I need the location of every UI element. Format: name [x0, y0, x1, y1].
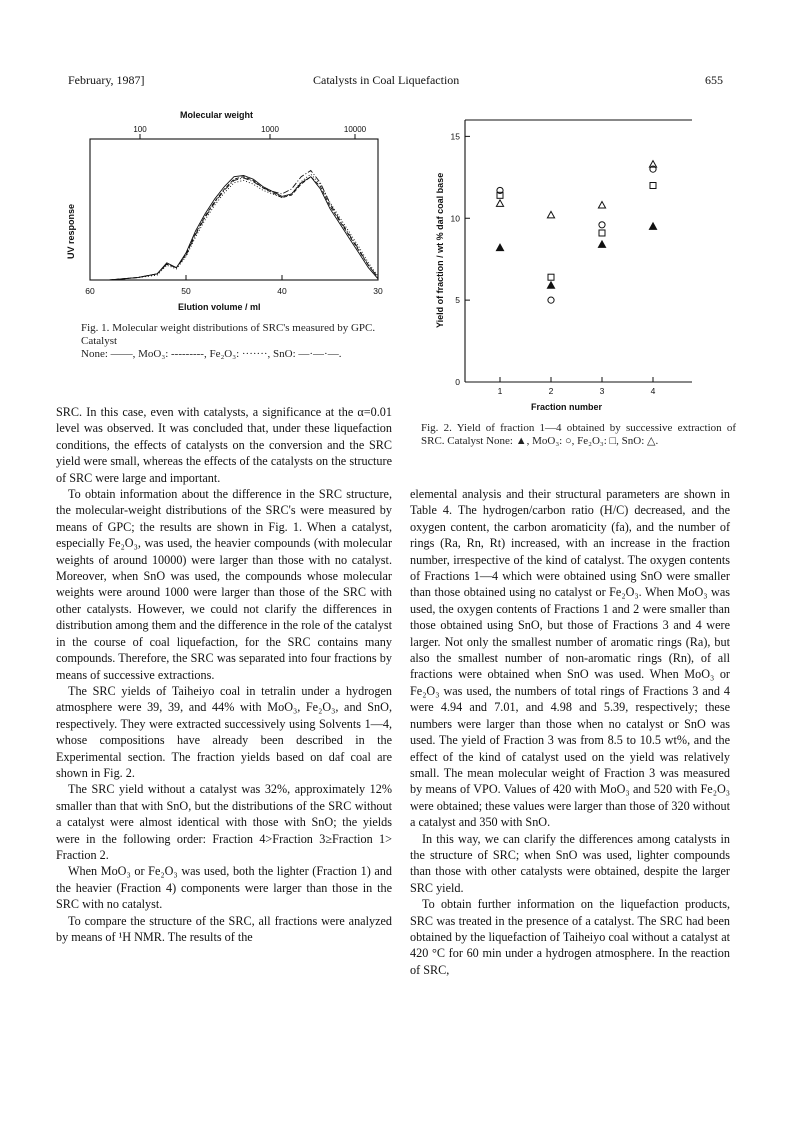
paragraph: To obtain further information on the liquefaction products, SRC was treated in the presence of a catalyst. The SRC had been obtained by the liquefaction of Taiheiyo coal without a catalyst at 420 °C for 60 min under a hydrogen atmosphere. In the reaction of SRC,: [410, 897, 730, 977]
fig1-caption-catalyst: Catalyst: [81, 335, 118, 347]
fig2-point-moo3: [548, 297, 554, 303]
fig2-point-fe2o3: [548, 274, 554, 280]
fig2-x-tick-label: 4: [650, 386, 656, 396]
fig1-series-line: [109, 177, 378, 280]
fig1-x-tick-label: 40: [277, 286, 287, 296]
fig2-caption-text: Yield of fraction 1—4 obtained by successive extraction of SRC. Catalyst None: ▲, MoO₃: ○, Fe₂O₃: □, SnO: △.: [421, 422, 736, 447]
paragraph: To compare the structure of the SRC, all fractions were analyzed by means of ¹H NMR. The results of the: [56, 913, 392, 944]
fig1-x-tick-label: 50: [181, 286, 191, 296]
fig2-point-moo3: [599, 222, 605, 228]
paragraph: The SRC yields of Taiheiyo coal in tetralin under a hydrogen atmosphere were 39, 39, and 44% with MoO₃, Fe₂O₃, and SnO, respectively. They were extracted successively using Solvents 1—4, whose compositions have already been described in the Experimental section. The fraction yields based on daf coal are shown in Fig. 2.: [56, 683, 392, 780]
fig2-point-none: [649, 223, 656, 229]
header-left: February, 1987]: [68, 73, 145, 87]
fig1-top-axis-title: Molecular weight: [180, 110, 254, 120]
figure-1-caption: [81, 322, 381, 361]
figure-2-caption: [421, 422, 736, 448]
fig1-top-tick-label: 10000: [343, 125, 367, 134]
fig1-caption-label: Fig. 1.: [81, 322, 110, 334]
fig2-point-sno: [547, 211, 554, 217]
fig2-x-axis-label: Fraction number: [531, 402, 603, 412]
fig2-point-sno: [598, 202, 605, 208]
fig1-x-axis-label: Elution volume / ml: [178, 302, 261, 312]
paragraph: SRC. In this case, even with catalysts, a significance at the α=0.01 level was observed. It was concluded that, under these liquefaction conditions, the effects of catalysts on the conversion and the SRC yield were small, whereas the effects of the catalysts on the structure of SRC were large and important.: [56, 405, 392, 485]
fig2-y-tick-label: 5: [455, 295, 460, 306]
paragraph: elemental analysis and their structural parameters are shown in Table 4. The hydrogen/carbon ratio (H/C) decreased, and the oxygen content, the carbon aromaticity (fa), and the number of rings (Ra, Rn, Rt) increased, with an increase in the fraction number, irrespective of the kind of catalyst. The oxygen contents of Fractions 1—4 which were obtained using SnO were smaller than those obtained using no catalyst or Fe₂O₃. When MoO₃ was used, the oxygen contents of Fractions 1 and 2 were smaller than those obtained using SnO, but those of Fractions 3 and 4 were larger. Not only the smallest number of aromatic rings (Ra), but also the smallest number of non-aromatic rings (Rn), of all fractions were obtained when SnO was used. When MoO₃ or Fe₂O₃ was used, the numbers of total rings of Fractions 3 and 4 were 4.94 and 7.01, and 4.98 and 5.39, respectively; these numbers were larger than those when no catalyst or SnO was used. The yield of Fraction 3 was from 8.5 to 10.5 wt%, and the effect of the kind of catalyst used on the yield was relatively small. The mean molecular weight of Fraction 3 was measured by means of VPO. Values of 420 with MoO₃ and 520 with Fe₂O₃ were obtained; these values were larger than those of 320 without a catalyst and 350 with SnO.: [410, 487, 730, 830]
header-center: Catalysts in Coal Liquefaction: [313, 73, 460, 87]
header-page-number: 655: [705, 73, 723, 87]
fig2-point-none: [496, 244, 503, 250]
left-column-text: [56, 404, 392, 945]
fig1-x-tick-label: 30: [373, 286, 383, 296]
fig2-point-none: [598, 241, 605, 247]
paragraph: When MoO₃ or Fe₂O₃ was used, both the lighter (Fraction 1) and the heavier (Fraction 4) components were larger than those in the SRC with no catalyst.: [56, 864, 392, 912]
fig2-caption-label: Fig. 2.: [421, 422, 452, 434]
right-column-text: [410, 486, 730, 978]
paragraph: To obtain information about the difference in the SRC structure, the molecular-weight distributions of the SRC's were measured by means of GPC; the results are shown in Fig. 1. When a catalyst, especially Fe₂O₃, was used, the heavier compounds (with molecular weights of around 10000) were larger than those with no catalyst. Moreover, when SnO was used, the compounds whose molecular weights were around 1000 were larger than those of the SRC with other catalysts. However, we could not clarify the differences in distribution among them and the difference in the role of the catalyst in the course of coal liquefaction, for the SRC contains many compounds. Therefore, the SRC was separated into four fractions by means of successive extractions.: [56, 487, 392, 682]
fig2-x-tick-label: 3: [599, 386, 605, 396]
fig1-top-tick-label: 1000: [261, 125, 279, 134]
fig1-caption-text: Molecular weight distributions of SRC's measured by GPC.: [112, 322, 376, 334]
figure-1-chart: [60, 104, 400, 316]
fig2-point-fe2o3: [599, 230, 605, 236]
fig2-point-none: [547, 282, 554, 288]
fig1-caption-legend: None: ——, MoO₃: ---------, Fe₂O₃: ·······, SnO: —·—·—.: [81, 348, 342, 360]
figure-2-chart: [430, 110, 720, 420]
fig2-y-tick-label: 10: [450, 213, 460, 224]
fig2-y-axis-label: Yield of fraction / wt % daf coal base: [435, 172, 445, 328]
paragraph: In this way, we can clarify the differences among catalysts in the structure of SRC; when SnO was used, lighter compounds than those with other catalysts were obtained, despite the larger SRC yield.: [410, 831, 730, 895]
fig1-x-tick-label: 60: [85, 286, 95, 296]
fig1-series-line: [109, 171, 378, 281]
fig2-x-tick-label: 1: [497, 386, 503, 396]
paragraph: The SRC yield without a catalyst was 32%, approximately 12% smaller than that with SnO, but the distributions of the SRC without a catalyst were almost identical with those with SnO; the yields were in the following order: Fraction 4>Fraction 3≥Fraction 1> Fraction 2.: [56, 782, 392, 862]
fig2-x-tick-label: 2: [548, 386, 554, 396]
fig2-point-sno: [496, 200, 503, 206]
fig1-series-line: [109, 176, 378, 281]
fig2-point-fe2o3: [650, 183, 656, 189]
fig1-y-axis-label: UV response: [66, 203, 76, 259]
fig2-y-tick-label: 15: [450, 131, 460, 142]
fig1-top-tick-label: 100: [133, 125, 147, 134]
fig2-y-tick-label: 0: [455, 377, 460, 387]
fig1-series-line: [109, 174, 378, 280]
